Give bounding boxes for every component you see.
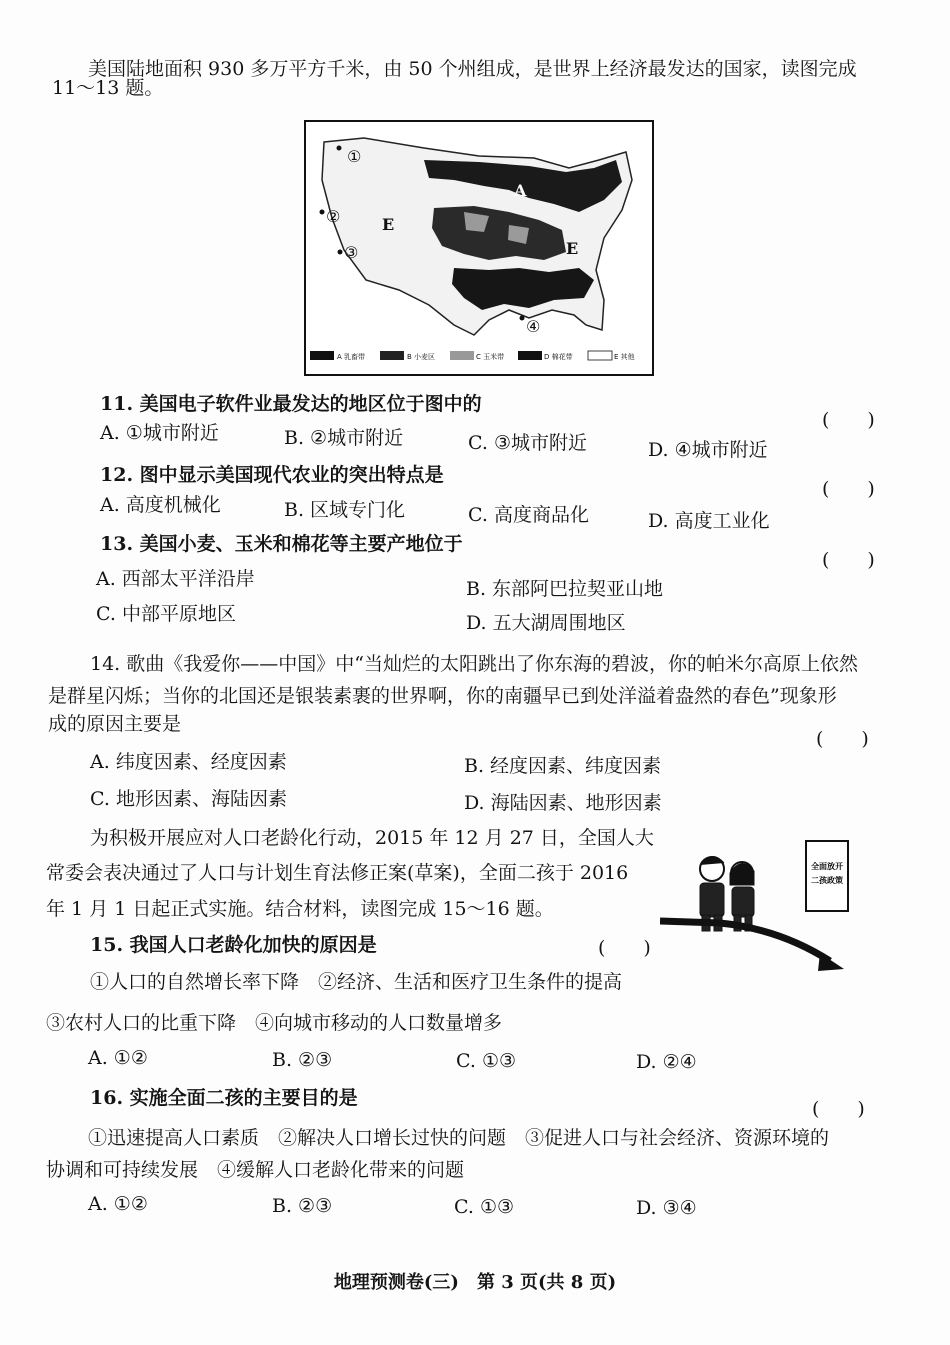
legend-b: B 小麦区	[407, 353, 436, 361]
q11-option-a: A. ①城市附近	[100, 422, 219, 444]
map-label-1: ①	[347, 147, 362, 166]
q13-stem: 13. 美国小麦、玉米和棉花等主要产地位于	[100, 533, 463, 555]
q14-option-d: D. 海陆因素、地形因素	[464, 792, 662, 814]
q16-option-d: D. ③④	[636, 1197, 697, 1219]
intro2-line-3: 年 1 月 1 日起正式实施。结合材料，读图完成 15～16 题。	[46, 898, 554, 920]
decline-arrow	[660, 921, 830, 961]
q15-stem: 15. 我国人口老龄化加快的原因是	[90, 934, 377, 956]
q14-option-a: A. 纬度因素、经度因素	[90, 751, 287, 773]
q11-option-b: B. ②城市附近	[284, 427, 404, 449]
q15-option-c: C. ①③	[456, 1050, 517, 1072]
q16-option-a: A. ①②	[88, 1193, 148, 1215]
q14-option-b: B. 经度因素、纬度因素	[464, 755, 662, 777]
q11-option-c: C. ③城市附近	[468, 432, 587, 454]
q14-option-c: C. 地形因素、海陆因素	[90, 788, 287, 810]
legend-d: D 棉花带	[544, 353, 573, 361]
q15-items-line-1: ①人口的自然增长率下降 ②经济、生活和医疗卫生条件的提高	[90, 971, 623, 993]
map-label-e-west: E	[382, 215, 395, 234]
q14-stem-line-2: 是群星闪烁；当你的北国还是银装素裹的世界啊，你的南疆早已到处洋溢着盎然的春色”现象形	[48, 685, 837, 707]
q11-stem: 11. 美国电子软件业最发达的地区位于图中的	[100, 393, 482, 415]
q15-option-d: D. ②④	[636, 1051, 697, 1073]
q15-answer-paren: ( )	[598, 937, 651, 959]
q14-answer-paren: ( )	[816, 728, 869, 750]
legend-e: E 其他	[614, 353, 635, 361]
arrow-head-icon	[818, 953, 844, 971]
intro-line-1: 美国陆地面积 930 多万平方千米，由 50 个州组成，是世界上经济最发达的国家，读图完成	[88, 58, 857, 80]
map-label-a: A	[514, 181, 527, 200]
map-label-e-east: E	[566, 239, 579, 258]
q16-items-line-2: 协调和可持续发展 ④缓解人口老龄化带来的问题	[46, 1159, 465, 1181]
q11-option-d: D. ④城市附近	[648, 439, 768, 461]
q12-option-b: B. 区域专门化	[284, 499, 406, 521]
intro2-line-2: 常委会表决通过了人口与计划生育法修正案(草案)，全面二孩于 2016	[46, 862, 629, 884]
legend-a: A 乳畜带	[337, 353, 366, 361]
intro-line-2: 11～13 题。	[52, 77, 164, 99]
two-child-policy-cartoon	[660, 835, 850, 975]
q11-answer-paren: ( )	[822, 409, 875, 431]
q16-option-c: C. ①③	[454, 1196, 515, 1218]
q13-answer-paren: ( )	[822, 549, 875, 571]
q13-option-c: C. 中部平原地区	[96, 603, 236, 625]
q16-option-b: B. ②③	[272, 1195, 333, 1217]
q12-option-c: C. 高度商品化	[468, 504, 589, 526]
map-label-2: ②	[326, 207, 341, 226]
map-label-4: ④	[526, 317, 541, 336]
policy-sign-line-2: 二孩政策	[811, 876, 843, 885]
q12-option-d: D. 高度工业化	[648, 510, 770, 532]
q15-option-b: B. ②③	[272, 1049, 333, 1071]
q16-items-line-1: ①迅速提高人口素质 ②解决人口增长过快的问题 ③促进人口与社会经济、资源环境的	[88, 1127, 830, 1149]
q12-answer-paren: ( )	[822, 478, 875, 500]
q13-option-b: B. 东部阿巴拉契亚山地	[466, 578, 664, 600]
q14-stem-line-3: 成的原因主要是	[48, 713, 182, 735]
q13-option-a: A. 西部太平洋沿岸	[96, 568, 255, 590]
q15-items-line-2: ③农村人口的比重下降 ④向城市移动的人口数量增多	[46, 1012, 503, 1034]
q16-answer-paren: ( )	[812, 1098, 865, 1120]
q12-option-a: A. 高度机械化	[100, 494, 221, 516]
q15-option-a: A. ①②	[88, 1047, 148, 1069]
us-agriculture-map	[304, 120, 654, 376]
page-footer: 地理预测卷(三) 第 3 页(共 8 页)	[333, 1272, 617, 1293]
legend-c: C 玉米带	[476, 353, 505, 361]
map-label-3: ③	[344, 243, 359, 262]
q16-stem: 16. 实施全面二孩的主要目的是	[90, 1087, 358, 1109]
policy-sign-line-1: 全面放开	[811, 862, 843, 871]
q14-stem-line-1: 14. 歌曲《我爱你——中国》中“当灿烂的太阳跳出了你东海的碧波，你的帕米尔高原上依然	[90, 653, 858, 675]
intro2-line-1: 为积极开展应对人口老龄化行动，2015 年 12 月 27 日，全国人大	[90, 827, 654, 849]
q13-option-d: D. 五大湖周围地区	[466, 612, 626, 634]
q12-stem: 12. 图中显示美国现代农业的突出特点是	[100, 464, 444, 486]
